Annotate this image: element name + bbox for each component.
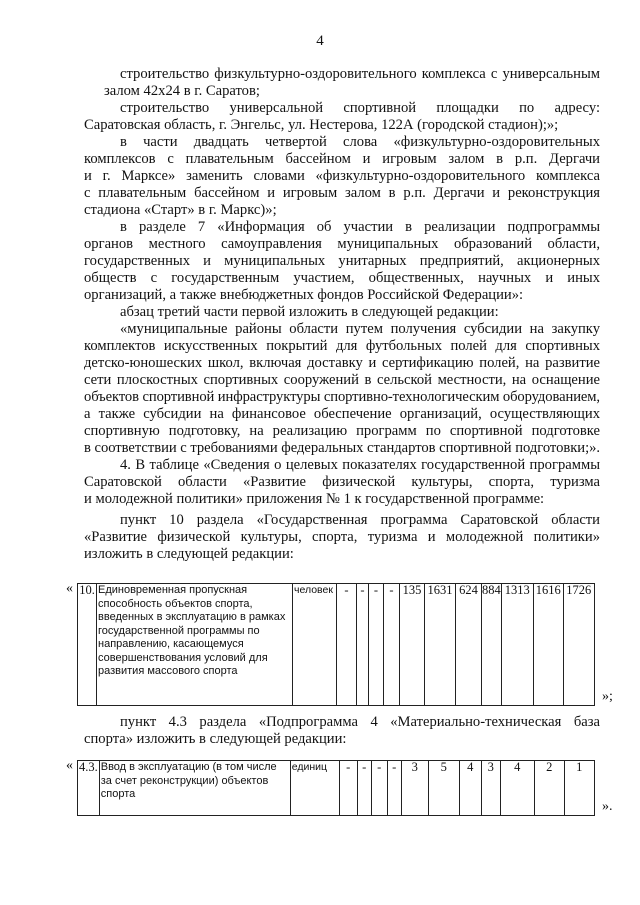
table-row bbox=[78, 761, 595, 816]
text-line: в соответствии с требованиями федеральных стандартов спортивной подготовки;». bbox=[84, 440, 600, 456]
text-line: строительство универсальной спортивной площадки по адресу: bbox=[120, 100, 600, 116]
value-cell: 2 bbox=[534, 761, 564, 816]
text-line: органов местного самоуправления муниципальных образований области, bbox=[84, 236, 600, 252]
text-line: изложить в следующей редакции: bbox=[84, 546, 294, 562]
page-number: 4 bbox=[316, 33, 324, 49]
value-cell: - bbox=[357, 761, 371, 816]
data-table bbox=[77, 583, 595, 706]
text-line: залом 42х24 в г. Саратов; bbox=[104, 83, 260, 99]
text-line: государственных и муниципальных унитарных предприятий, акционерных bbox=[84, 253, 600, 269]
text-line: «муниципальные районы области путем получения субсидии на закупку bbox=[120, 321, 600, 337]
unit-cell: единиц bbox=[290, 761, 339, 816]
value-cell: 5 bbox=[428, 761, 459, 816]
value-cell: - bbox=[387, 761, 401, 816]
row-number: 10. bbox=[78, 584, 97, 706]
value-cell: - bbox=[337, 584, 357, 706]
text-line: обществ с государственным участием, общественных, научных и иных bbox=[84, 270, 600, 286]
text-line: пункт 10 раздела «Государственная программа Саратовской области bbox=[120, 512, 600, 528]
indicator-name: Ввод в эксплуатацию (в том числе за счет реконструкции) объектов спорта bbox=[99, 761, 290, 816]
table-row bbox=[78, 584, 595, 706]
text-line: Саратовская область, г. Энгельс, ул. Нестерова, 122А (городской стадион);»; bbox=[84, 117, 559, 133]
open-quote: « bbox=[66, 581, 73, 596]
text-line: а также субсидии на финансовое обеспечение организаций, осуществляющих bbox=[84, 406, 600, 422]
unit-cell: человек bbox=[293, 584, 337, 706]
value-cell: 1631 bbox=[425, 584, 456, 706]
indicator-name: Единовременная пропускная способность объектов спорта, введенных в эксплуатацию в рамках государственной программы по направлению, касающемуся совершенствования условий для развития массового спорта bbox=[97, 584, 293, 706]
text-line: «Развитие физической культуры, спорта, туризма и молодежной политики» bbox=[84, 529, 600, 545]
value-cell: 1616 bbox=[533, 584, 563, 706]
value-cell: 884 bbox=[482, 584, 502, 706]
value-cell: 1313 bbox=[501, 584, 533, 706]
close-quote: ». bbox=[602, 799, 613, 814]
text-line: комплексов с плавательным бассейном и игровым залом в р.п. Дергачи bbox=[84, 151, 600, 167]
text-line: строительство физкультурно-оздоровительного комплекса с универсальным bbox=[120, 66, 600, 82]
value-cell: - bbox=[384, 584, 400, 706]
text-line: в части двадцать четвертой слова «физкультурно-оздоровительных bbox=[120, 134, 600, 150]
text-line: пункт 4.3 раздела «Подпрограмма 4 «Материально-техническая база bbox=[120, 714, 600, 730]
text-line: Саратовской области «Развитие физической культуры, спорта, туризма bbox=[84, 474, 600, 490]
text-line: в разделе 7 «Информация об участии в реализации подпрограммы bbox=[120, 219, 600, 235]
text-line: абзац третий части первой изложить в следующей редакции: bbox=[120, 304, 499, 320]
value-cell: 4 bbox=[500, 761, 534, 816]
value-cell: 3 bbox=[481, 761, 500, 816]
text-line: спорта» изложить в следующей редакции: bbox=[84, 731, 347, 747]
value-cell: - bbox=[369, 584, 384, 706]
value-cell: 1 bbox=[564, 761, 594, 816]
row-number: 4.3. bbox=[78, 761, 100, 816]
text-line: и молодежной политики» приложения № 1 к государственной программе: bbox=[84, 491, 545, 507]
text-line: объектов спортивной инфраструктуры спортивно-технологическим оборудованием, bbox=[84, 389, 600, 405]
value-cell: - bbox=[371, 761, 387, 816]
text-line: сети плоскостных спортивных сооружений в сельской местности, на оснащение bbox=[84, 372, 600, 388]
data-table bbox=[77, 760, 595, 816]
text-line: комплектов искусственных покрытий для футбольных полей для спортивных bbox=[84, 338, 600, 354]
text-line: с плавательным бассейном и игровым залом в р.п. Дергачи и реконструкция bbox=[84, 185, 600, 201]
value-cell: 624 bbox=[456, 584, 482, 706]
text-line: организаций, а также внебюджетных фондов Российской Федерации»: bbox=[84, 287, 524, 303]
open-quote: « bbox=[66, 758, 73, 773]
text-line: спортивную подготовку, на реализацию программ по спортивной подготовке bbox=[84, 423, 600, 439]
value-cell: 4 bbox=[459, 761, 481, 816]
value-cell: - bbox=[357, 584, 369, 706]
text-line: и г. Марксе» заменить словами «физкультурно-оздоровительного комплекса bbox=[84, 168, 600, 184]
text-line: стадиона «Старт» в г. Маркс)»; bbox=[84, 202, 277, 218]
text-line: детско-юношеских школ, включая доставку и сертификацию полей, на развитие bbox=[84, 355, 600, 371]
value-cell: 3 bbox=[401, 761, 428, 816]
value-cell: - bbox=[339, 761, 357, 816]
text-line: 4. В таблице «Сведения о целевых показателях государственной программы bbox=[120, 457, 600, 473]
close-quote: »; bbox=[602, 689, 613, 704]
value-cell: 135 bbox=[400, 584, 425, 706]
value-cell: 1726 bbox=[563, 584, 594, 706]
